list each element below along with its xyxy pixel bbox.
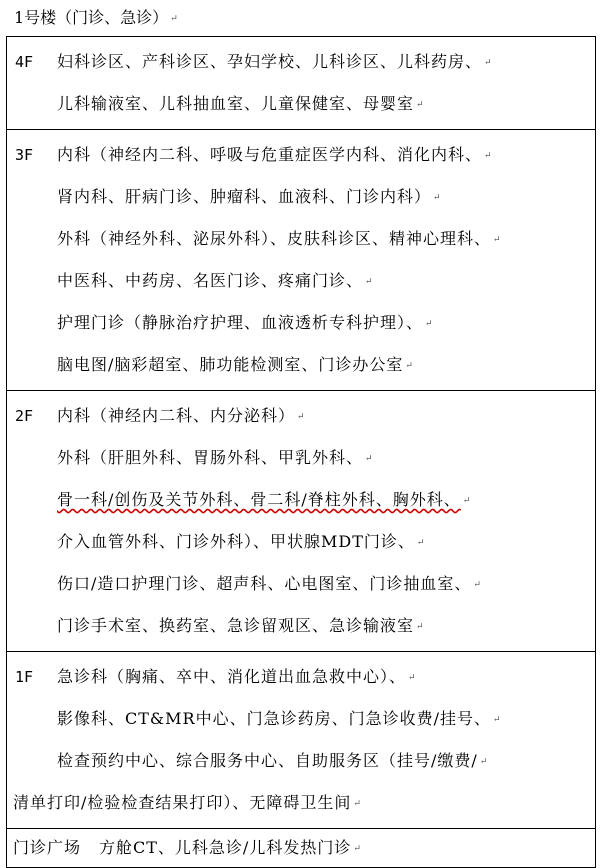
paragraph-mark: ↵ (416, 537, 426, 548)
floor-cell-3f (7, 130, 596, 391)
floor-line-text: 肾内科、肝病门诊、肿瘤科、血液科、门诊内科） (57, 187, 432, 206)
floor-line-text: 中医科、中药房、名医门诊、疼痛门诊、 (57, 271, 364, 290)
floor-cell-4f (7, 37, 596, 130)
floor-line-text: 脑电图/脑彩超室、肺功能检测室、门诊办公室 (57, 355, 404, 374)
floor-line-text: 内科（神经内二科、呼吸与危重症医学内科、消化内科、 (57, 145, 483, 164)
floor-line-text: 伤口/造口护理门诊、超声科、心电图室、门诊抽血室、 (57, 574, 472, 593)
paragraph-mark: ↵ (416, 621, 425, 632)
paragraph-mark: ↵ (462, 495, 472, 506)
paragraph-mark: ↵ (492, 714, 502, 725)
floor-line (7, 302, 595, 344)
paragraph-mark: ↵ (425, 318, 434, 329)
paragraph-mark: ↵ (416, 99, 425, 110)
paragraph-mark: ↵ (433, 192, 442, 203)
floor-line-text: 内科（神经内二科、内分泌科） (57, 406, 296, 425)
paragraph-mark: ↵ (353, 798, 362, 809)
floor-line-text: 外科（肝胆外科、胃肠外科、甲乳外科、 (57, 448, 364, 467)
plaza-row (7, 829, 596, 868)
plaza-label: 门诊广场 (13, 838, 82, 857)
floor-directory-table (6, 36, 596, 868)
floor-line-text: 骨一科/创伤及关节外科、骨二科/脊柱外科、胸外科、 (57, 490, 461, 509)
paragraph-mark: ↵ (408, 672, 417, 683)
floor-line (7, 521, 595, 563)
floor-row-3f (7, 130, 596, 391)
floor-line (7, 698, 595, 740)
floor-line-text: 清单打印/检验检查结果打印）、无障碍卫生间 (13, 793, 352, 812)
floor-line-text: 急诊科（胸痛、卒中、消化道出血急救中心）、 (57, 667, 407, 686)
floor-line-text: 影像科、CT&MR中心、门急诊药房、门急诊收费/挂号、 (57, 709, 491, 728)
floor-cell-2f (7, 391, 596, 652)
floor-line-text: 检查预约中心、综合服务中心、自助服务区（挂号/缴费/ (57, 751, 478, 770)
floor-label: 2F (15, 407, 34, 425)
paragraph-mark: ↵ (484, 150, 493, 161)
paragraph-mark: ↵ (484, 57, 493, 68)
paragraph-mark: ↵ (170, 13, 178, 24)
floor-label: 4F (15, 53, 34, 71)
floor-line (7, 176, 595, 218)
floor-line-text: 妇科诊区、产科诊区、孕妇学校、儿科诊区、儿科药房、 (57, 52, 483, 71)
floor-line (7, 260, 595, 302)
building-heading (14, 4, 178, 32)
paragraph-mark: ↵ (479, 756, 489, 767)
paragraph-mark: ↵ (297, 411, 306, 422)
floor-line-text: 介入血管外科、门诊外科）、甲状腺MDT门诊、 (57, 532, 415, 551)
floor-line (7, 41, 595, 83)
floor-line-text: 门诊手术室、换药室、急诊留观区、急诊输液室 (57, 616, 415, 635)
floor-line (7, 344, 595, 386)
plaza-cell (7, 829, 596, 868)
floor-line-text: 外科（神经外科、泌尿外科）、皮肤科诊区、精神心理科、 (57, 229, 492, 248)
floor-line (7, 395, 595, 437)
floor-label: 1F (15, 668, 34, 686)
floor-line (7, 740, 595, 782)
floor-line (7, 437, 595, 479)
paragraph-mark: ↵ (365, 453, 374, 464)
floor-line (7, 134, 595, 176)
floor-line (7, 218, 595, 260)
floor-line-text: 护理门诊（静脉治疗护理、血液透析专科护理）、 (57, 313, 424, 332)
plaza-line (7, 831, 595, 865)
floor-line (7, 782, 595, 824)
paragraph-mark: ↵ (365, 276, 374, 287)
floor-row-2f (7, 391, 596, 652)
floor-label: 3F (15, 146, 34, 164)
floor-line-text: 儿科输液室、儿科抽血室、儿童保健室、母婴室 (57, 94, 415, 113)
building-heading-text: 1号楼（门诊、急诊） (14, 8, 169, 27)
floor-row-4f (7, 37, 596, 130)
paragraph-mark: ↵ (353, 843, 362, 854)
floor-line (7, 656, 595, 698)
floor-row-1f (7, 652, 596, 829)
floor-line (7, 605, 595, 647)
paragraph-mark: ↵ (473, 579, 482, 590)
floor-cell-1f (7, 652, 596, 829)
floor-line (7, 83, 595, 125)
plaza-text: 方舱CT、儿科急诊/儿科发热门诊 (99, 838, 352, 857)
paragraph-mark: ↵ (493, 234, 502, 245)
paragraph-mark: ↵ (405, 360, 414, 371)
floor-line (7, 563, 595, 605)
floor-line (7, 479, 595, 521)
